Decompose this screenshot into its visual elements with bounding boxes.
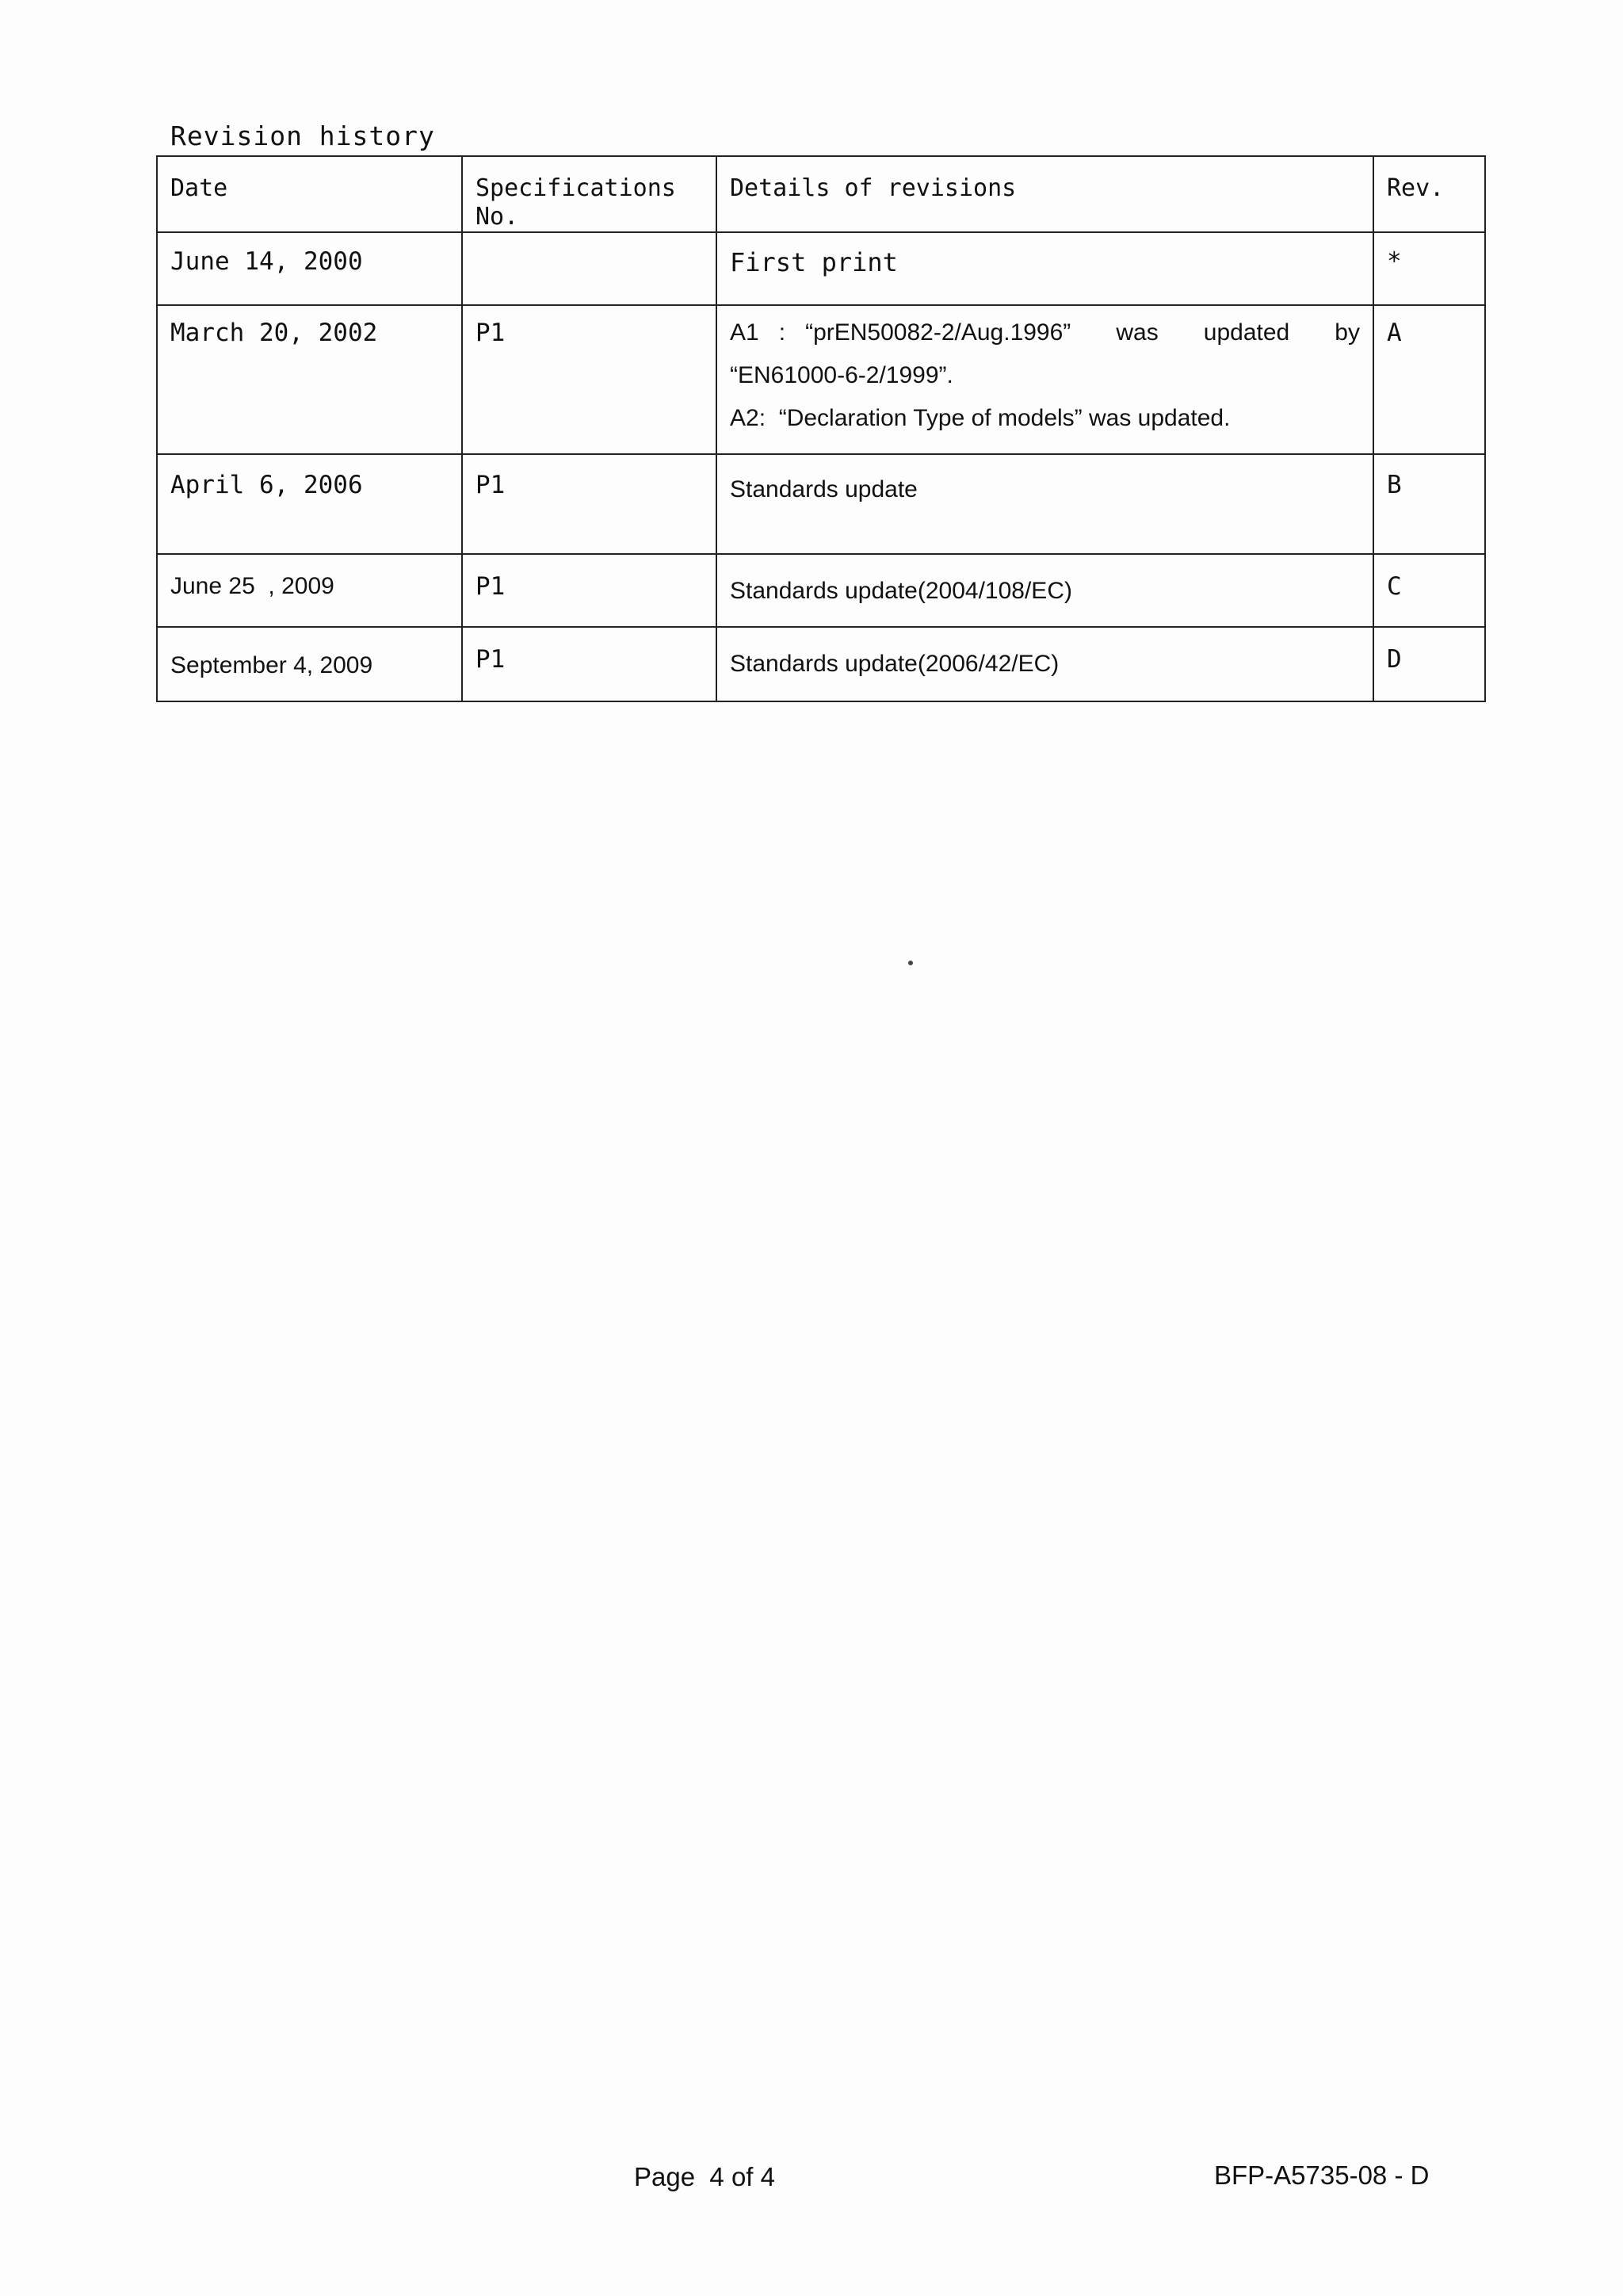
table-header-row	[157, 156, 1485, 232]
row-spec: P1	[462, 454, 716, 554]
row-rev: D	[1373, 627, 1485, 701]
detail-line: “EN61000-6-2/1999”.	[730, 362, 953, 388]
row-date: March 20, 2002	[157, 305, 462, 454]
a1-word-by: by	[1335, 319, 1360, 346]
table-row	[157, 305, 1485, 454]
header-spec: Specifications No.	[462, 156, 716, 232]
table-row	[157, 232, 1485, 305]
row-rev: *	[1373, 232, 1485, 305]
detail-line: Standards update(2004/108/EC)	[730, 578, 1072, 604]
header-date: Date	[157, 156, 462, 232]
detail-line: Standards update	[730, 476, 918, 502]
table-row	[157, 554, 1485, 627]
row-rev: C	[1373, 554, 1485, 627]
row-details	[716, 454, 1373, 554]
a1-prefix	[730, 319, 1071, 347]
row-rev: A	[1373, 305, 1485, 454]
row-details	[716, 627, 1373, 701]
row-date: April 6, 2006	[157, 454, 462, 554]
header-rev: Rev.	[1373, 156, 1485, 232]
row-details	[716, 305, 1373, 454]
page-current: 4	[709, 2162, 724, 2191]
a1-label: A1	[730, 319, 759, 346]
detail-line: Standards update(2006/42/EC)	[730, 651, 1060, 677]
detail-line: A2: “Declaration Type of models” was updated.	[730, 405, 1231, 431]
page-of: of	[731, 2162, 754, 2191]
table-row	[157, 627, 1485, 701]
header-details: Details of revisions	[716, 156, 1373, 232]
scan-speck	[908, 961, 913, 965]
page-total: 4	[760, 2162, 776, 2191]
a1-colon: :	[778, 319, 786, 346]
row-spec: P1	[462, 627, 716, 701]
row-date: June 25 , 2009	[157, 554, 462, 627]
row-details	[716, 554, 1373, 627]
page-label: Page	[634, 2162, 696, 2191]
a1-word-updated: updated	[1203, 319, 1290, 346]
row-rev: B	[1373, 454, 1485, 554]
revision-history-table	[156, 155, 1486, 702]
row-spec	[462, 232, 716, 305]
detail-line: First print	[730, 247, 898, 277]
row-date: June 14, 2000	[157, 232, 462, 305]
row-spec: P1	[462, 305, 716, 454]
row-spec: P1	[462, 554, 716, 627]
page-number	[634, 2162, 775, 2192]
a1-word-was: was	[1116, 319, 1159, 346]
a1-quote: “prEN50082-2/Aug.1996”	[805, 319, 1071, 346]
row-details	[716, 232, 1373, 305]
document-number: BFP-A5735-08 - D	[1214, 2160, 1430, 2190]
detail-line-a1	[730, 319, 1360, 347]
page-title: Revision history	[170, 120, 435, 151]
table-row	[157, 454, 1485, 554]
row-date: September 4, 2009	[157, 627, 462, 701]
